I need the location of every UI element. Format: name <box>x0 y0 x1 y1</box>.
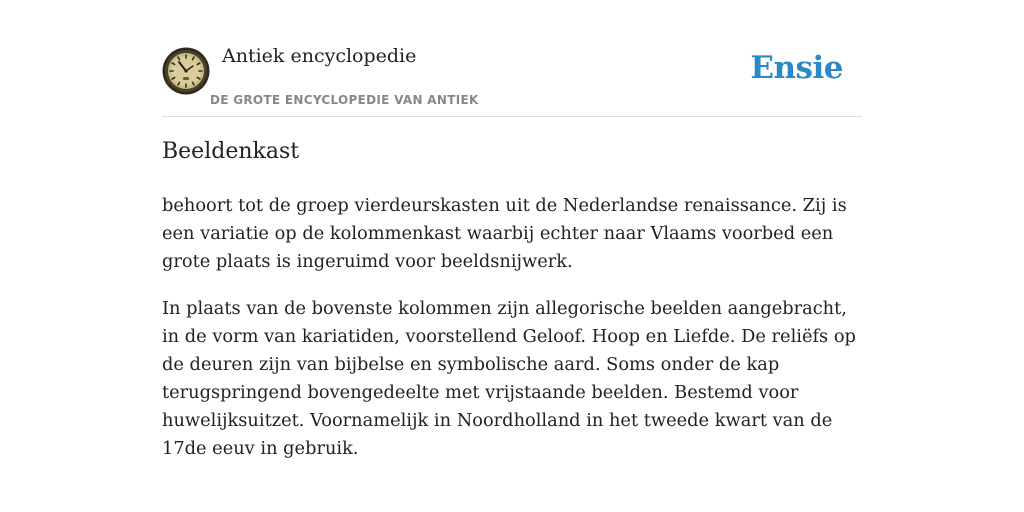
site-title[interactable]: Antiek encyclopedie <box>222 45 417 67</box>
article-paragraph: behoort tot de groep vierdeurskasten uit de Nederlandse renaissance. Zij is een variatie op de kolommenkast waarbij echter naar Vlaams voorbed een grote plaats is ingeruimd voor beeldsnijwerk. <box>162 195 847 272</box>
article-title: Beeldenkast <box>162 139 300 164</box>
brand-logo-link[interactable]: Ensie <box>750 50 843 86</box>
page <box>162 0 862 512</box>
antique-clock-icon[interactable] <box>162 47 210 95</box>
article-paragraph: In plaats van de bovenste kolommen zijn allegorische beelden aangebracht, in de vorm van kariatiden, voorstellend Geloof. Hoop en Liefde. De reliëfs op de deuren zijn van bijbelse en symbolische aard. Soms onder de kap terugspringend bovengedeelte met vrijstaande beelden. Bestemd voor huwelijksuitzet. Voornamelijk in Noordholland in het tweede kwart van de 17de eeuv in gebruik. <box>162 298 856 459</box>
site-header <box>162 0 862 117</box>
site-subtitle: DE GROTE ENCYCLOPEDIE VAN ANTIEK <box>210 93 479 107</box>
